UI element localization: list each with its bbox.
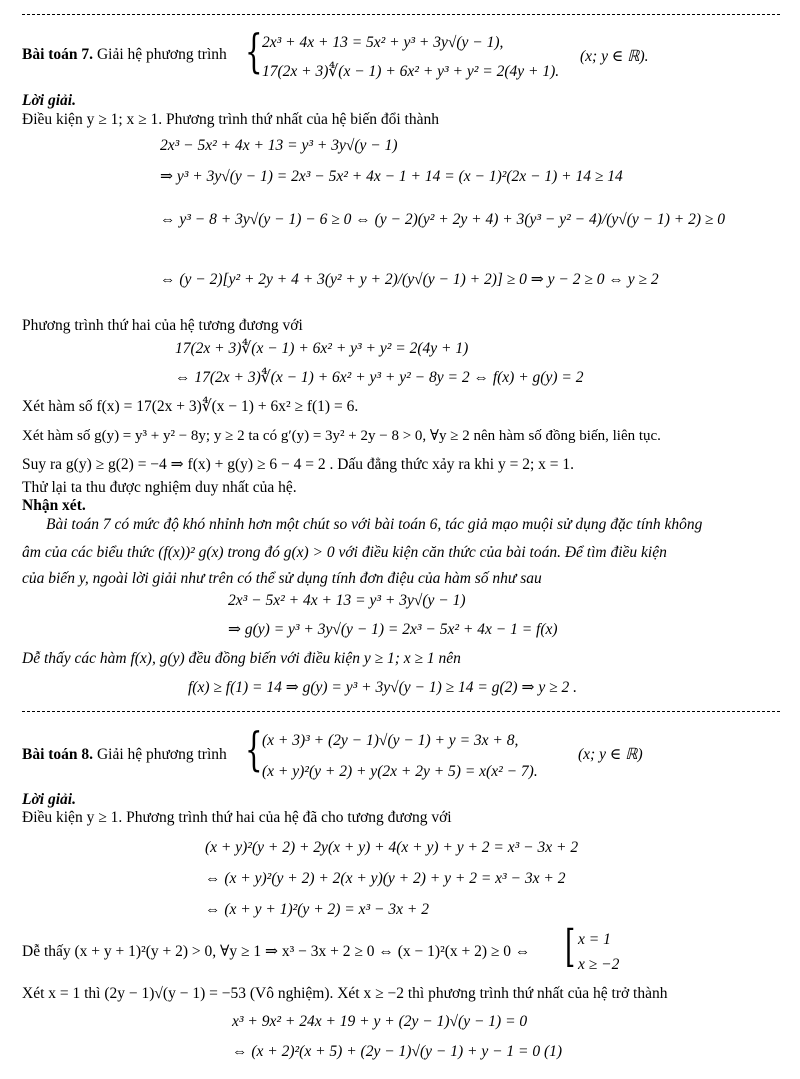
solution8-de-thay: Dễ thấy (x + y + 1)²(y + 2) > 0, ∀y ≥ 1 ⇒ x³ − 3x + 2 ≥ 0 ⇔ (x − 1)²(x + 2) ≥ 0 ⇔ — [22, 943, 531, 960]
problem7-brace: { — [245, 24, 263, 78]
solution8-heading: Lời giải. — [22, 791, 76, 808]
remark-math3: f(x) ≥ f(1) = 14 ⇒ g(y) = y³ + 3y√(y − 1) ≥ 14 = g(2) ⇒ y ≥ 2 . — [188, 679, 577, 696]
problem8-eq2: (x + y)²(y + 2) + y(2x + 2y + 5) = x(x² − 7). — [262, 763, 538, 780]
problem8-brace: { — [245, 722, 263, 776]
solution8-condition: Điều kiện y ≥ 1. Phương trình thứ hai của hệ đã cho tương đương với — [22, 809, 452, 826]
problem7-eq1: 2x³ + 4x + 13 = 5x² + y³ + 3y√(y − 1), — [262, 34, 504, 51]
solution7-f-line: Xét hàm số f(x) = 17(2x + 3)∜(x − 1) + 6x² ≥ f(1) = 6. — [22, 398, 359, 415]
problem7-heading — [22, 45, 227, 65]
problem7-domain: (x; y ∈ ℝ). — [580, 48, 649, 65]
solution7-thu-lai: Thử lại ta thu được nghiệm duy nhất của hệ. — [22, 479, 297, 496]
remark-line1: Bài toán 7 có mức độ khó nhỉnh hơn một chút so với bài toán 6, tác giả mạo muội sử dụng đặc tính không — [46, 516, 703, 533]
solution7-paragraph2: Phương trình thứ hai của hệ tương đương với — [22, 317, 303, 334]
solution7-step2: ⇒ y³ + 3y√(y − 1) = 2x³ − 5x² + 4x − 1 + 14 = (x − 1)²(2x − 1) + 14 ≥ 14 — [160, 168, 623, 185]
remark-line3: của biến y, ngoài lời giải như trên có thể sử dụng tính đơn điệu của hàm số như sau — [22, 570, 542, 587]
remark-heading: Nhận xét. — [22, 497, 86, 514]
solution7-step1: 2x³ − 5x² + 4x + 13 = y³ + 3y√(y − 1) — [160, 137, 398, 154]
problem8-intro: Giải hệ phương trình — [96, 746, 227, 763]
problem8-title: Bài toán 8. — [22, 746, 94, 763]
solution8-step3: ⇔ (x + y + 1)²(y + 2) = x³ − 3x + 2 — [205, 901, 429, 918]
solution7-g-line: Xét hàm số g(y) = y³ + y² − 8y; y ≥ 2 ta có g′(y) = 3y² + 2y − 8 > 0, ∀y ≥ 2 nên hàm số đồng biến, liên tục. — [22, 428, 661, 444]
solution8-step5: ⇔ (x + 2)²(x + 5) + (2y − 1)√(y − 1) + y − 1 = 0 (1) — [232, 1043, 563, 1060]
solution8-case2: x ≥ −2 — [578, 956, 620, 973]
problem7-eq2: 17(2x + 3)∜(x − 1) + 6x² + y³ + y² = 2(4y + 1). — [262, 63, 560, 80]
problem8-eq1: (x + 3)³ + (2y − 1)√(y − 1) + y = 3x + 8, — [262, 732, 519, 749]
solution7-step4: ⇔ (y − 2)[y² + 2y + 4 + 3(y² + y + 2)/(y√(y − 1) + 2)] ≥ 0 ⇒ y − 2 ≥ 0 ⇔ y ≥ 2 — [160, 271, 659, 288]
separator-middle — [22, 711, 780, 712]
solution8-case1: x = 1 — [578, 931, 611, 948]
solution8-step2: ⇔ (x + y)²(y + 2) + 2(x + y)(y + 2) + y + 2 = x³ − 3x + 2 — [205, 870, 566, 887]
separator-top — [22, 14, 780, 15]
remark-line4: Dễ thấy các hàm f(x), g(y) đều đồng biến với điều kiện y ≥ 1; x ≥ 1 nên — [22, 650, 461, 667]
solution8-step1: (x + y)²(y + 2) + 2y(x + y) + 4(x + y) + y + 2 = x³ − 3x + 2 — [205, 839, 579, 856]
problem7-intro: Giải hệ phương trình — [96, 46, 227, 63]
remark-math2: ⇒ g(y) = y³ + 3y√(y − 1) = 2x³ − 5x² + 4x − 1 = f(x) — [228, 621, 558, 638]
solution8-xet: Xét x = 1 thì (2y − 1)√(y − 1) = −53 (Vô nghiệm). Xét x ≥ −2 thì phương trình thứ nhất của hệ trở thành — [22, 985, 668, 1002]
remark-line2: âm của các biểu thức (f(x))² g(x) trong đó g(x) > 0 với điều kiện căn thức của bài toán. Để tìm điều kiện — [22, 544, 667, 561]
solution8-step4: x³ + 9x² + 24x + 19 + y + (2y − 1)√(y − 1) = 0 — [232, 1013, 528, 1030]
solution7-heading: Lời giải. — [22, 92, 76, 109]
solution8-case-bracket: [ — [565, 921, 576, 972]
problem8-heading — [22, 745, 227, 765]
solution7-step6: ⇔ 17(2x + 3)∜(x − 1) + 6x² + y³ + y² − 8y = 2 ⇔ f(x) + g(y) = 2 — [175, 369, 584, 386]
remark-math1: 2x³ − 5x² + 4x + 13 = y³ + 3y√(y − 1) — [228, 592, 466, 609]
problem8-domain: (x; y ∈ ℝ) — [578, 746, 643, 763]
problem7-title: Bài toán 7. — [22, 46, 94, 63]
solution7-suy-ra: Suy ra g(y) ≥ g(2) = −4 ⇒ f(x) + g(y) ≥ 6 − 4 = 2 . Dấu đẳng thức xảy ra khi y = 2; x = 1. — [22, 456, 575, 473]
solution7-condition: Điều kiện y ≥ 1; x ≥ 1. Phương trình thứ nhất của hệ biến đổi thành — [22, 111, 439, 128]
solution7-step3: ⇔ y³ − 8 + 3y√(y − 1) − 6 ≥ 0 ⇔ (y − 2)(y² + 2y + 4) + 3(y³ − y² − 4)/(y√(y − 1) + 2) ≥ 0 — [160, 211, 726, 228]
solution7-step5: 17(2x + 3)∜(x − 1) + 6x² + y³ + y² = 2(4y + 1) — [175, 340, 469, 357]
